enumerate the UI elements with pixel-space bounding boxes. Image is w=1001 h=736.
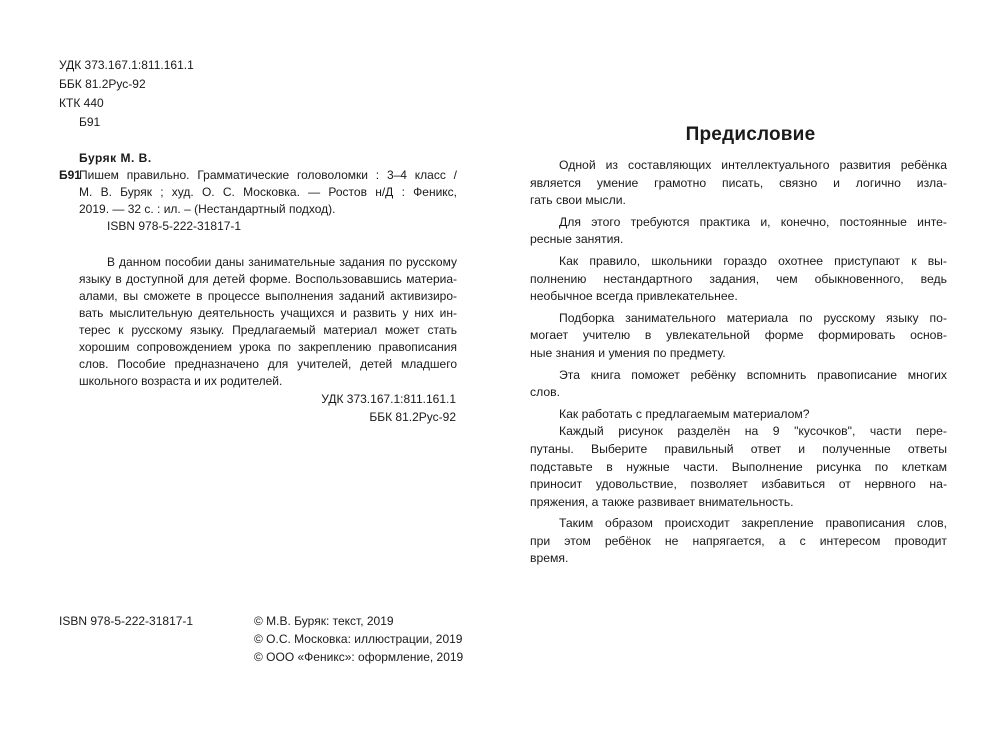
isbn-bottom: ISBN 978-5-222-31817-1 — [59, 614, 194, 628]
preface-body — [530, 157, 947, 572]
entry-code: Б91 — [59, 168, 81, 182]
copyright-illustrations: © О.С. Московка: иллюстрации, 2019 — [254, 632, 463, 646]
author-code: Б91 — [79, 115, 101, 129]
entry-line-1: Б91 Пишем правильно. Грамматические головоломки : 3–4 класс / — [59, 168, 457, 182]
entry-line-3: 2019. — 32 с. : ил. – (Нестандартный подход). — [79, 202, 336, 216]
preface-paragraph-5: Эта книга поможет ребёнку вспомнить правописание многих слов. — [530, 367, 947, 400]
entry-isbn: ISBN 978-5-222-31817-1 — [107, 219, 242, 233]
copyright-text: © М.В. Буряк: текст, 2019 — [254, 614, 394, 628]
udk-code-right: УДК 373.167.1:811.161.1 — [321, 392, 456, 406]
bibliographic-entry — [59, 150, 457, 235]
preface-paragraph-7: Таким образом происходит закрепление правописания слов, при этом ребёнок не напрягается, а с интересом проводит время. — [530, 516, 947, 566]
preface-paragraph-1: Одной из составляющих интеллектуального развития ребёнка является умение грамотно писать, связно и логично изла- гать свои мысли. — [530, 158, 947, 208]
entry-line-2: М. В. Буряк ; худ. О. С. Московка. — Ростов н/Д : Феникс, — [79, 185, 457, 199]
udk-code: УДК 373.167.1:811.161.1 — [59, 58, 194, 72]
bbk-code: ББК 81.2Рус-92 — [59, 77, 146, 91]
annotation: В данном пособии даны занимательные задания по русскому языку в доступной для детей форме. Воспользовавшись материа- алами, вы сможете в процессе выполнения заданий активизиро- вать мыслительную деятельность учащихся и развить у них ин- терес к русскому языку. Предлагаемый материал может стать хорошим сопровождением урока по закреплению правописания слов. Пособие предназначено для учителей, детей младшего школьного возраста и их родителей. — [79, 255, 457, 388]
copyright-design: © ООО «Феникс»: оформление, 2019 — [254, 650, 464, 664]
preface-paragraph-3: Как правило, школьники гораздо охотнее приступают к вы- полнению нестандартного задания, чем обыкновенного, ведь необычное всегда привлекательнее. — [530, 253, 947, 304]
bbk-code-right: ББК 81.2Рус-92 — [369, 410, 456, 424]
classification-codes-right — [321, 390, 456, 426]
preface-paragraph-4: Подборка занимательного материала по русскому языку по- могает учителю в увлекательной форме формировать основ- ные знания и умения по предмету. — [530, 310, 947, 360]
ktk-code: КТК 440 — [59, 96, 104, 110]
left-page — [0, 0, 500, 736]
preface-paragraph-6: Как работать с предлагаемым материалом? Каждый рисунок разделён на 9 "кусочков", части пере- путаны. Выберите правильный ответ и полученные ответы подставьте в нужные части. Выполнение рисунка по клеткам приносит удовольствие, позволяет избавиться от нервного на- пряжения, а также развивает внимательность. — [530, 406, 947, 509]
copyright-block — [254, 612, 463, 666]
right-page — [500, 0, 1001, 736]
classification-block — [59, 56, 194, 132]
preface-title: Предисловие — [685, 124, 816, 145]
author-name: Буряк М. В. — [79, 151, 152, 165]
preface-paragraph-2: Для этого требуются практика и, конечно, постоянные инте- ресные занятия. — [530, 214, 947, 247]
